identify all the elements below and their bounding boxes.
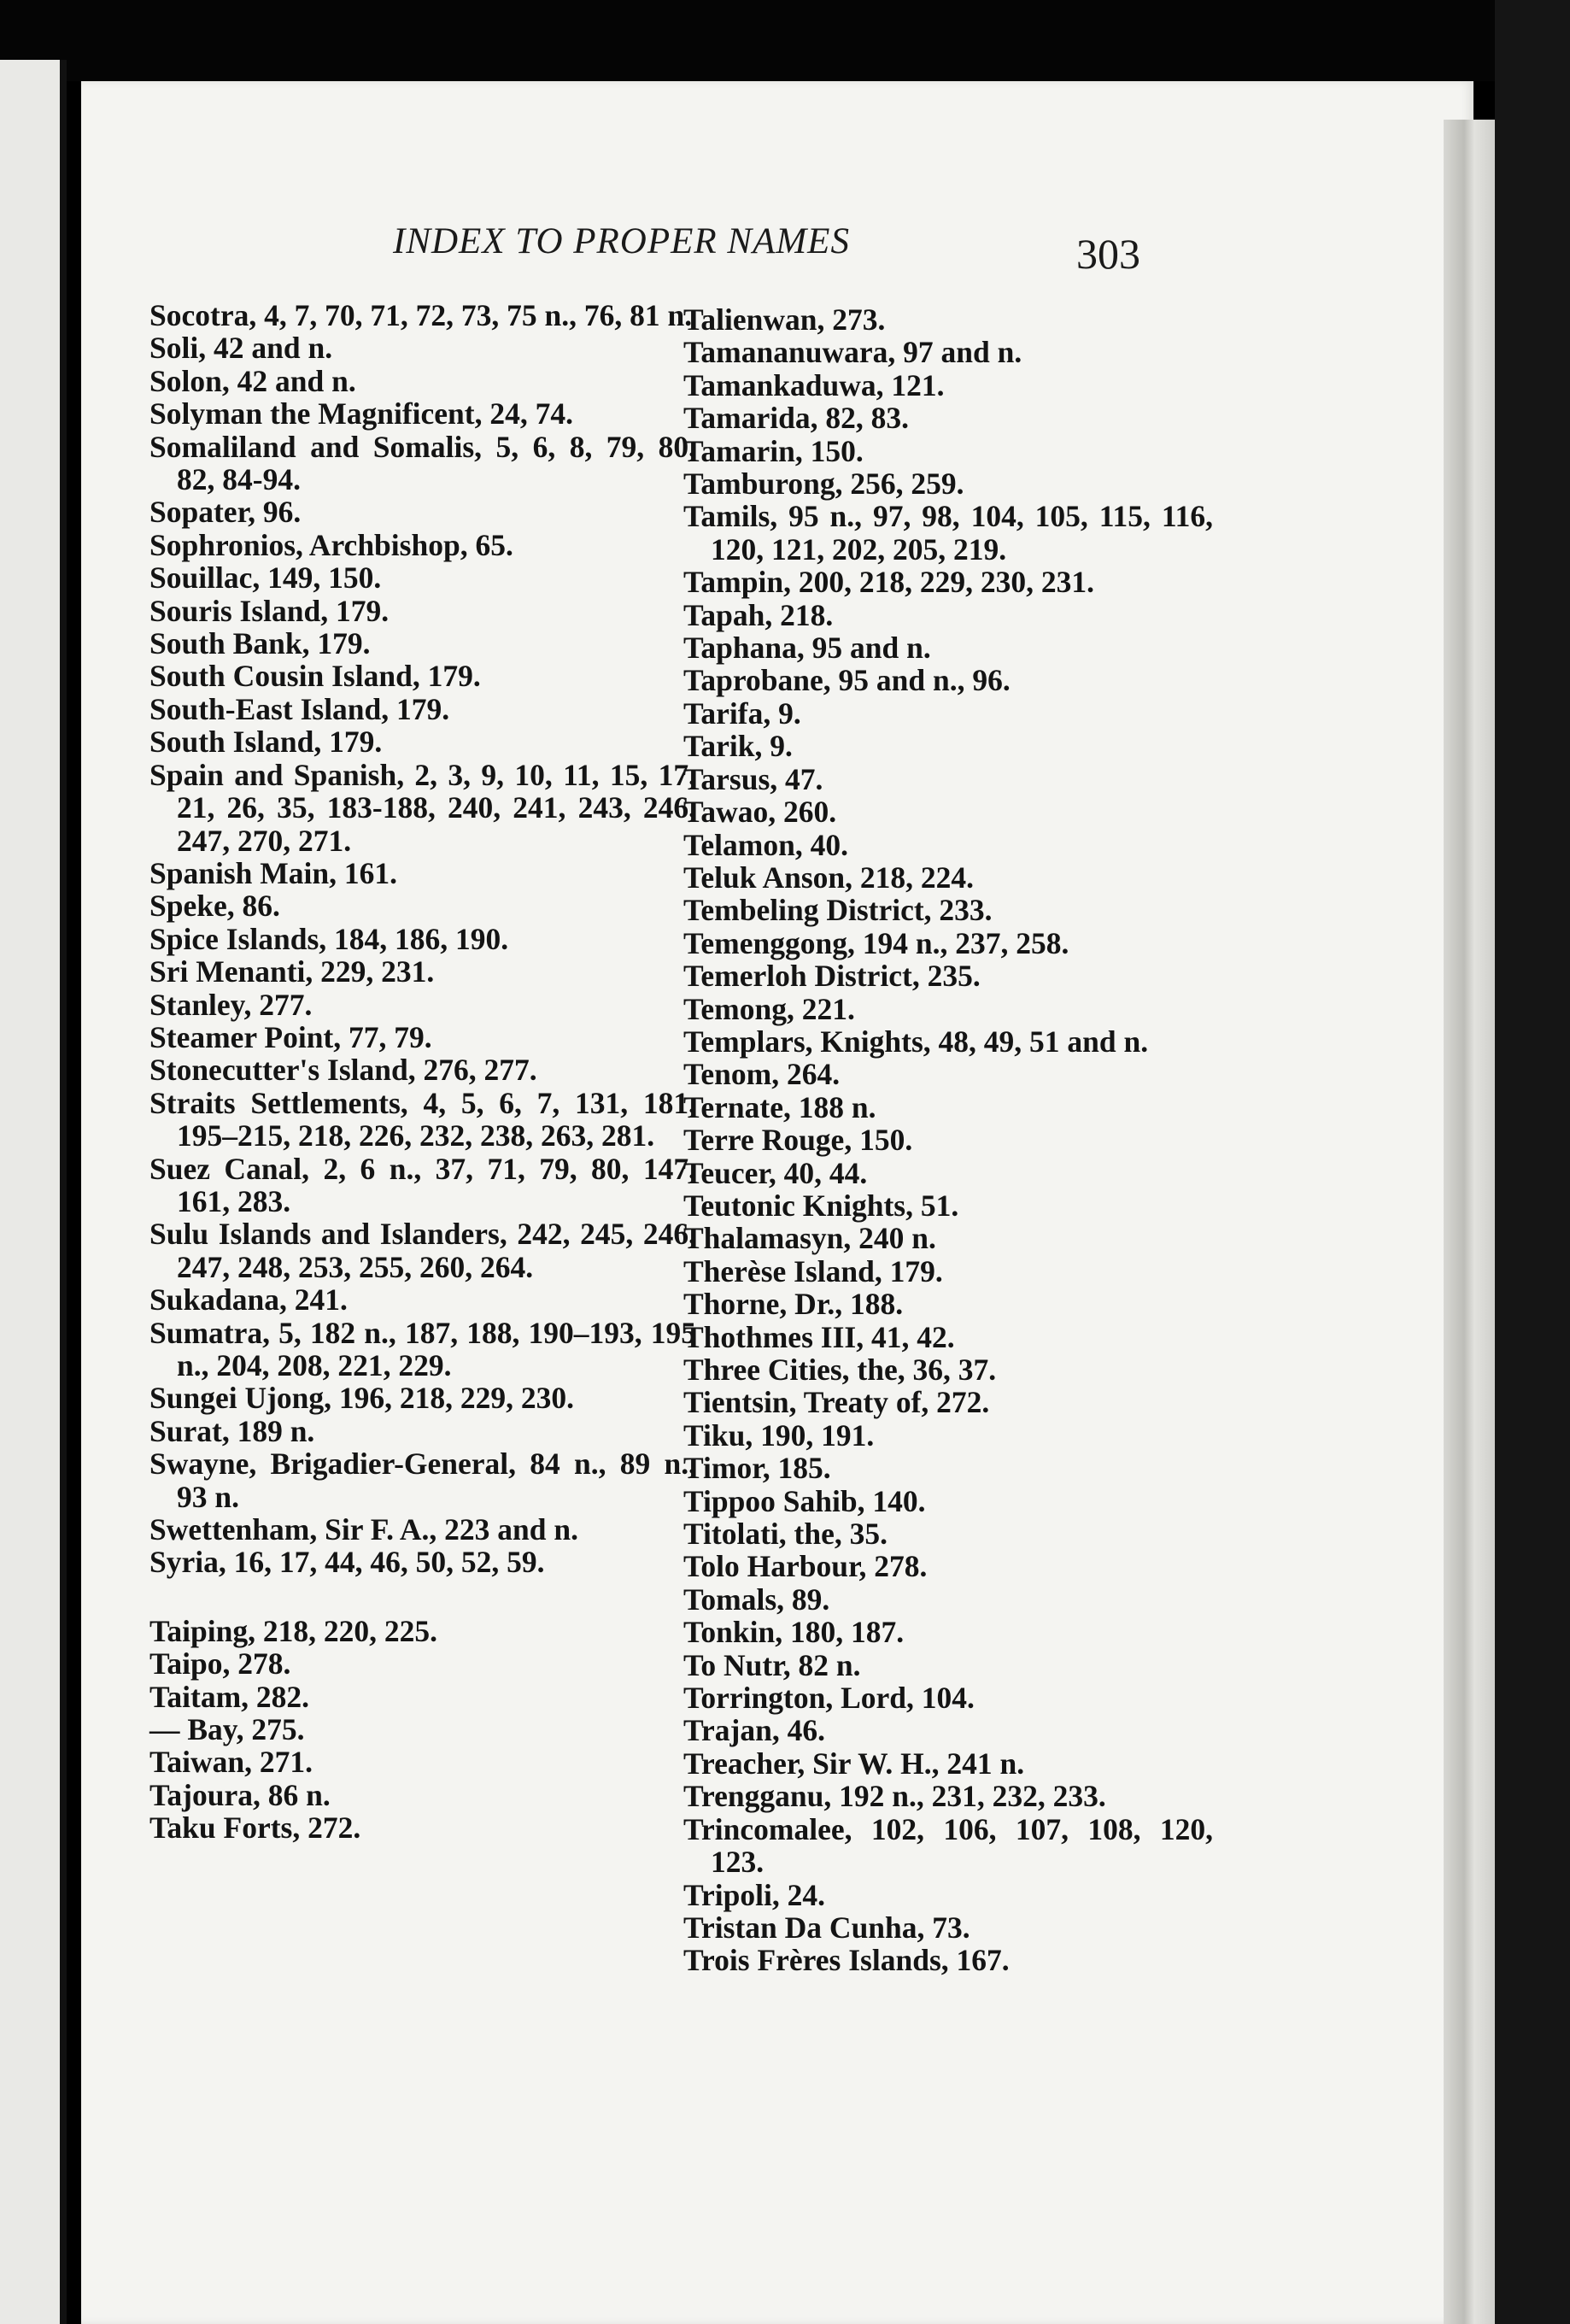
scan-right-border: [1495, 0, 1570, 2324]
index-entry: Taphana, 95 and n.: [683, 631, 931, 666]
index-column-left: [149, 299, 696, 1845]
index-entry: Spanish Main, 161.: [149, 855, 398, 890]
index-entry: Thothmes III, 41, 42.: [683, 1319, 955, 1354]
index-entry: Souris Island, 179.: [149, 593, 390, 628]
index-entry: Taprobane, 95 and n., 96.: [683, 663, 1011, 698]
index-entry: Tarifa, 9.: [683, 695, 801, 731]
index-entry: Socotra, 4, 7, 70, 71, 72, 73, 75 n., 76, 81 n.: [149, 298, 693, 332]
index-entry: — Bay, 275.: [149, 1712, 305, 1747]
index-entry: Soli, 42 and n.: [149, 331, 333, 366]
index-entry: To Nutr, 82 n.: [683, 1647, 861, 1682]
index-entry: Taiping, 218, 220, 225.: [149, 1613, 438, 1648]
index-entry: Titolati, the, 35.: [683, 1517, 888, 1552]
index-entry: Three Cities, the, 36, 37.: [683, 1353, 997, 1387]
page-number: 303: [1076, 230, 1140, 278]
index-column-right: [683, 303, 1213, 1977]
index-entry: Tapah, 218.: [683, 597, 834, 632]
index-entry: Therèse Island, 179.: [683, 1253, 943, 1288]
index-entry: Taku Forts, 272.: [149, 1810, 361, 1846]
index-entry: Telamon, 40.: [683, 827, 848, 862]
index-entry: Temerloh District, 235.: [683, 959, 981, 994]
index-entry: Torrington, Lord, 104.: [683, 1681, 975, 1716]
index-entry: Taipo, 278.: [149, 1646, 291, 1681]
index-entry: Sri Menanti, 229, 231.: [149, 954, 435, 989]
index-entry: Tajoura, 86 n.: [149, 1777, 331, 1812]
index-entry: Temenggong, 194 n., 237, 258.: [683, 925, 1069, 960]
index-entry: Tamananuwara, 97 and n.: [683, 335, 1022, 370]
index-entry: Tristan Da Cunha, 73.: [683, 1910, 970, 1945]
index-entry: Tenom, 264.: [683, 1057, 841, 1092]
index-entry: Teucer, 40, 44.: [683, 1155, 868, 1190]
index-entry: Tippoo Sahib, 140.: [683, 1483, 926, 1518]
index-entry: Taitam, 282.: [149, 1679, 310, 1714]
index-entry: Treacher, Sir W. H., 241 n.: [683, 1746, 1025, 1781]
index-entry: Spain and Spanish, 2, 3, 9, 10, 11, 15, 17, 21, 26, 35, 183-188, 240, 241, 243, 246, 247, 270, 271.: [149, 757, 696, 858]
index-entry: Sumatra, 5, 182 n., 187, 188, 190–193, 195 n., 204, 208, 221, 229.: [149, 1315, 696, 1382]
index-entry: Surat, 189 n.: [149, 1413, 315, 1448]
index-entry: Tiku, 190, 191.: [683, 1417, 875, 1452]
index-entry: Tomals, 89.: [683, 1582, 830, 1617]
index-entry: Talienwan, 273.: [683, 302, 886, 337]
scan-top-border: [0, 0, 1570, 81]
index-entry: Suez Canal, 2, 6 n., 37, 71, 79, 80, 147, 161, 283.: [149, 1151, 696, 1218]
index-entry: Tamils, 95 n., 97, 98, 104, 105, 115, 116, 120, 121, 202, 205, 219.: [683, 499, 1213, 566]
index-entry: Sulu Islands and Islanders, 242, 245, 246, 247, 248, 253, 255, 260, 264.: [149, 1217, 696, 1284]
index-entry: Taiwan, 271.: [149, 1745, 313, 1780]
index-entry: Tampin, 200, 218, 229, 230, 231.: [683, 565, 1094, 600]
index-entry: Tientsin, Treaty of, 272.: [683, 1385, 990, 1420]
index-entry: Swettenham, Sir F. A., 223 and n.: [149, 1512, 579, 1547]
index-entry: Swayne, Brigadier-General, 84 n., 89 n., 93 n.: [149, 1447, 696, 1514]
index-entry: Temong, 221.: [683, 991, 855, 1026]
index-entry: Somaliland and Somalis, 5, 6, 8, 79, 80, 82, 84-94.: [149, 429, 696, 497]
index-entry: Trincomalee, 102, 106, 107, 108, 120, 123.: [683, 1811, 1213, 1880]
index-entry: Ternate, 188 n.: [683, 1089, 876, 1124]
index-entry: Trajan, 46.: [683, 1713, 825, 1748]
index-entry: Tamankaduwa, 121.: [683, 367, 945, 402]
index-entry: Templars, Knights, 48, 49, 51 and n.: [683, 1024, 1149, 1059]
index-entry: Teluk Anson, 218, 224.: [683, 860, 975, 895]
index-entry: Steamer Point, 77, 79.: [149, 1019, 432, 1054]
index-entry: Terre Rouge, 150.: [683, 1123, 913, 1158]
index-entry: Sophronios, Archbishop, 65.: [149, 527, 513, 562]
index-entry: Tarik, 9.: [683, 729, 793, 764]
index-entry: Trengganu, 192 n., 231, 232, 233.: [683, 1779, 1106, 1814]
index-entry: South Island, 179.: [149, 725, 383, 760]
index-entry: Timor, 185.: [683, 1451, 831, 1486]
index-entry: Tembeling District, 233.: [683, 893, 993, 928]
index-entry: Thalamasyn, 240 n.: [683, 1221, 936, 1256]
previous-page-edge: [0, 60, 67, 2324]
index-entry: Sukadana, 241.: [149, 1282, 348, 1318]
index-entry: Syria, 16, 17, 44, 46, 50, 52, 59.: [149, 1545, 545, 1580]
index-entry: Souillac, 149, 150.: [149, 560, 382, 596]
index-entry: Tripoli, 24.: [683, 1877, 826, 1912]
index-entry: Stonecutter's Island, 276, 277.: [149, 1053, 537, 1088]
index-section-gap: [149, 1579, 696, 1615]
index-entry: Tarsus, 47.: [683, 761, 823, 796]
index-entry: Spice Islands, 184, 186, 190.: [149, 921, 509, 956]
index-entry: Teutonic Knights, 51.: [683, 1188, 959, 1223]
index-entry: Tawao, 260.: [683, 795, 837, 830]
page-stack-edge: [1444, 120, 1495, 2324]
index-entry: Solyman the Magnificent, 24, 74.: [149, 396, 573, 431]
index-entry: Tonkin, 180, 187.: [683, 1615, 905, 1650]
index-entry: Tamburong, 256, 259.: [683, 467, 964, 502]
index-entry: Trois Frères Islands, 167.: [683, 1943, 1010, 1978]
index-entry: Sungei Ujong, 196, 218, 229, 230.: [149, 1381, 575, 1416]
index-entry: Tolo Harbour, 278.: [683, 1549, 928, 1584]
index-entry: South Bank, 179.: [149, 626, 371, 661]
index-entry: Stanley, 277.: [149, 987, 313, 1022]
index-entry: Tamarin, 150.: [683, 433, 864, 468]
running-head: INDEX TO PROPER NAMES: [393, 221, 850, 261]
index-entry: Solon, 42 and n.: [149, 363, 356, 398]
index-entry: Tamarida, 82, 83.: [683, 401, 909, 436]
index-entry: South-East Island, 179.: [149, 691, 450, 726]
index-entry: South Cousin Island, 179.: [149, 659, 481, 694]
index-entry: Speke, 86.: [149, 889, 280, 924]
index-entry: Thorne, Dr., 188.: [683, 1287, 904, 1322]
index-entry: Sopater, 96.: [149, 495, 302, 530]
index-entry: Straits Settlements, 4, 5, 6, 7, 131, 181, 195–215, 218, 226, 232, 238, 263, 281.: [149, 1085, 696, 1153]
